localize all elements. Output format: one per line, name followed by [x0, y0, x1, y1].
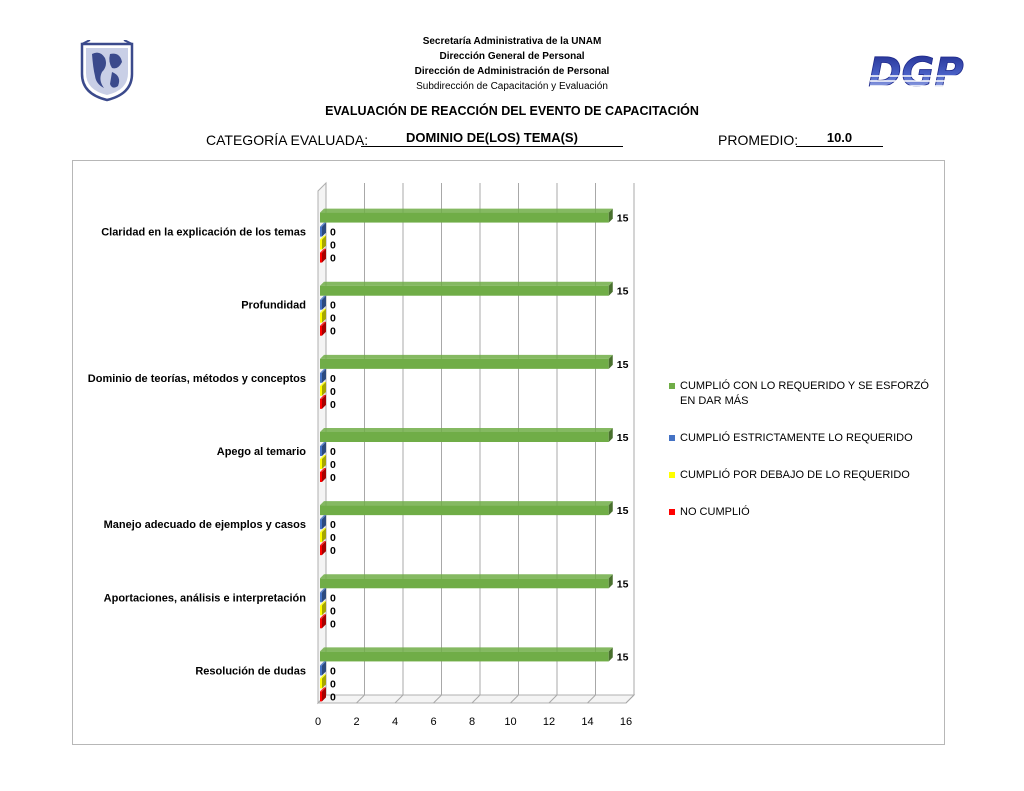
data-label: 15 — [616, 578, 629, 591]
bar-top — [320, 282, 613, 286]
category-label: Aportaciones, análisis e interpretación — [103, 592, 306, 605]
category-label: Apego al temario — [216, 446, 306, 458]
bar — [320, 647, 613, 661]
bar-front — [320, 532, 322, 542]
data-label: 0 — [330, 678, 336, 691]
data-label: 15 — [616, 432, 629, 444]
bar-front — [320, 313, 322, 323]
bar — [320, 574, 613, 588]
bar — [320, 209, 613, 223]
data-label: 0 — [330, 605, 336, 618]
legend-label: CUMPLIÓ ESTRICTAMENTE LO REQUERIDO — [680, 432, 913, 444]
bar-front — [320, 326, 322, 336]
report-title: EVALUACIÓN DE REACCIÓN DEL EVENTO DE CAPACITACIÓN — [325, 104, 699, 118]
data-label: 0 — [330, 446, 336, 458]
average-value: 10.0 — [796, 130, 883, 147]
bar-front — [320, 286, 609, 296]
bar-front — [320, 605, 322, 615]
legend-swatch — [669, 509, 675, 515]
average-label: PROMEDIO: — [718, 132, 799, 148]
data-label: 15 — [616, 651, 629, 664]
bar-front — [320, 651, 609, 661]
bar-front — [320, 300, 322, 310]
bar-front — [320, 240, 322, 250]
bar — [320, 355, 613, 369]
data-label: 0 — [330, 618, 336, 631]
data-label: 0 — [330, 592, 336, 605]
data-label: 0 — [330, 519, 336, 532]
bar-front — [320, 678, 322, 688]
category-label: Manejo adecuado de ejemplos y casos — [103, 519, 306, 532]
bar-front — [320, 618, 322, 628]
x-tick-label: 0 — [314, 716, 322, 728]
x-tick-label: 4 — [391, 716, 399, 728]
x-tick-label: 10 — [504, 716, 517, 728]
bar-front — [320, 472, 322, 482]
bar-front — [320, 665, 322, 675]
bar-front — [320, 373, 322, 383]
bar-front — [320, 545, 322, 555]
data-label: 0 — [330, 665, 336, 678]
bar-front — [320, 691, 322, 701]
x-tick-label: 16 — [619, 716, 633, 728]
bar-top — [320, 501, 613, 505]
bar-front — [320, 253, 322, 263]
legend-item — [669, 379, 941, 409]
bar-top — [320, 209, 613, 213]
x-tick-label: 14 — [581, 716, 594, 728]
category-label: Claridad en la explicación de los temas — [101, 226, 306, 239]
data-label: 15 — [616, 285, 629, 298]
data-label: 0 — [330, 226, 336, 239]
category-value: DOMINIO DE(LOS) TEMA(S) — [361, 130, 623, 147]
data-label: 0 — [330, 385, 336, 398]
x-tick-label: 8 — [468, 716, 476, 728]
data-label: 15 — [616, 505, 629, 518]
chart-legend — [669, 379, 941, 520]
unam-crest-icon — [78, 40, 136, 102]
data-label: 0 — [330, 252, 336, 265]
bar-front — [320, 386, 322, 396]
data-label: 0 — [330, 459, 336, 471]
data-label: 0 — [330, 398, 336, 411]
bar-front — [320, 446, 322, 456]
legend-label: NO CUMPLIÓ — [680, 506, 750, 518]
header-line-4: Subdirección de Capacitación y Evaluación — [416, 81, 608, 92]
bar — [320, 428, 613, 442]
bar-front — [320, 399, 322, 409]
legend-item — [669, 431, 941, 446]
data-label: 0 — [330, 472, 336, 484]
category-label: Profundidad — [241, 299, 306, 312]
x-tick-label: 6 — [430, 716, 437, 728]
bar-front — [320, 359, 609, 369]
data-label: 0 — [330, 312, 336, 325]
bar-top — [320, 428, 613, 432]
header-line-3: Dirección de Administración de Personal — [414, 66, 610, 77]
data-label: 0 — [330, 299, 336, 312]
x-tick-label: 12 — [542, 716, 556, 728]
bar — [320, 282, 613, 296]
bar-front — [320, 432, 609, 442]
category-label: Dominio de teorías, métodos y conceptos — [87, 372, 306, 385]
chart-frame — [72, 160, 945, 745]
legend-label: CUMPLIÓ POR DEBAJO DE LO REQUERIDO — [680, 469, 910, 481]
dgp-logo-icon — [868, 46, 964, 96]
bar-top — [320, 355, 613, 359]
legend-swatch — [669, 435, 675, 441]
data-label: 0 — [330, 691, 336, 704]
legend-label: CUMPLIÓ CON LO REQUERIDO Y SE ESFORZÓ EN DAR MÁS — [680, 380, 929, 407]
data-label: 0 — [330, 532, 336, 545]
category-label: Resolución de dudas — [195, 665, 306, 678]
bar-front — [320, 227, 322, 237]
header — [300, 34, 724, 94]
bar-top — [320, 647, 613, 651]
category-label: CATEGORÍA EVALUADA: — [206, 132, 369, 148]
legend-swatch — [669, 472, 675, 478]
bar-top — [320, 574, 613, 578]
header-line-2: Dirección General de Personal — [439, 51, 585, 62]
bar-front — [320, 578, 609, 588]
bar-front — [320, 519, 322, 529]
bar-front — [320, 505, 609, 515]
legend-swatch — [669, 383, 675, 389]
legend-item — [669, 468, 941, 483]
x-tick-label: 2 — [353, 716, 360, 728]
dgp-logo-text: DGP — [868, 50, 964, 96]
bar-front — [320, 592, 322, 602]
bar-front — [320, 459, 322, 469]
bar — [320, 501, 613, 515]
data-label: 0 — [330, 239, 336, 252]
data-label: 0 — [330, 545, 336, 558]
data-label: 0 — [330, 372, 336, 385]
bar-front — [320, 213, 609, 223]
legend-item — [669, 505, 941, 520]
data-label: 15 — [616, 358, 629, 371]
data-label: 15 — [616, 212, 629, 225]
data-label: 0 — [330, 325, 336, 338]
header-line-1: Secretaría Administrativa de la UNAM — [422, 36, 602, 47]
